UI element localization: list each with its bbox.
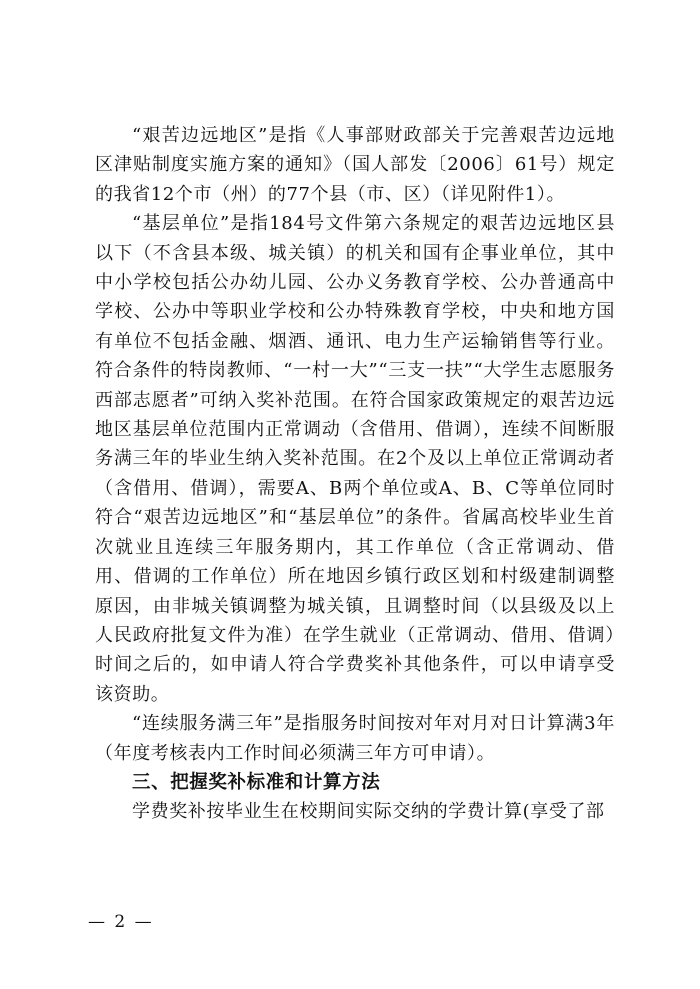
paragraph-hardship-area-definition: “艰苦边远地区”是指《人事部财政部关于完善艰苦边远地区津贴制度实施方案的通知》（国人部发〔2006〕61号）规定的我省12个市（州）的77个县（市、区）（详见附件1）。 — [95, 125, 615, 205]
document-body — [95, 121, 615, 827]
page-number: — 2 — — [88, 912, 154, 932]
paragraph-three-years-service-definition: “连续服务满三年”是指服务时间按对年对月对日计算满3年（年度考核表内工作时间必须满三年方可申请）。 — [95, 713, 615, 764]
paragraph-grassroots-unit-definition: “基层单位”是指184号文件第六条规定的艰苦边远地区县以下（不含县本级、城关镇）的机关和国有企事业单位，其中中小学校包括公办幼儿园、公办义务教育学校、公办普通高中学校、公办中等职业学校和公办特殊教育学校，中央和地方国有单位不包括金融、烟酒、通讯、电力生产运输销售等行业。符合条件的特岗教师、“一村一大”“三支一扶”“大学生志愿服务西部志愿者”可纳入奖补范围。在符合国家政策规定的艰苦边远地区基层单位范围内正常调动（含借用、借调），连续不间断服务满三年的毕业生纳入奖补范围。在2个及以上单位正常调动者（含借用、借调），需要A、B两个单位或A、B、C等单位同时符合“艰苦边远地区”和“基层单位”的条件。省属高校毕业生首次就业且连续三年服务期内，其工作单位（含正常调动、借用、借调的工作单位）所在地因乡镇行政区划和村级建制调整原因，由非城关镇调整为城关镇，且调整时间（以县级及以上人民政府批复文件为准）在学生就业（正常调动、借用、借调）时间之后的，如申请人符合学费奖补其他条件，可以申请享受该资助。 — [95, 213, 615, 705]
section-heading: 三、把握奖补标准和计算方法 — [132, 771, 381, 793]
paragraph-tuition-calculation: 学费奖补按毕业生在校期间实际交纳的学费计算(享受了部 — [132, 801, 605, 823]
